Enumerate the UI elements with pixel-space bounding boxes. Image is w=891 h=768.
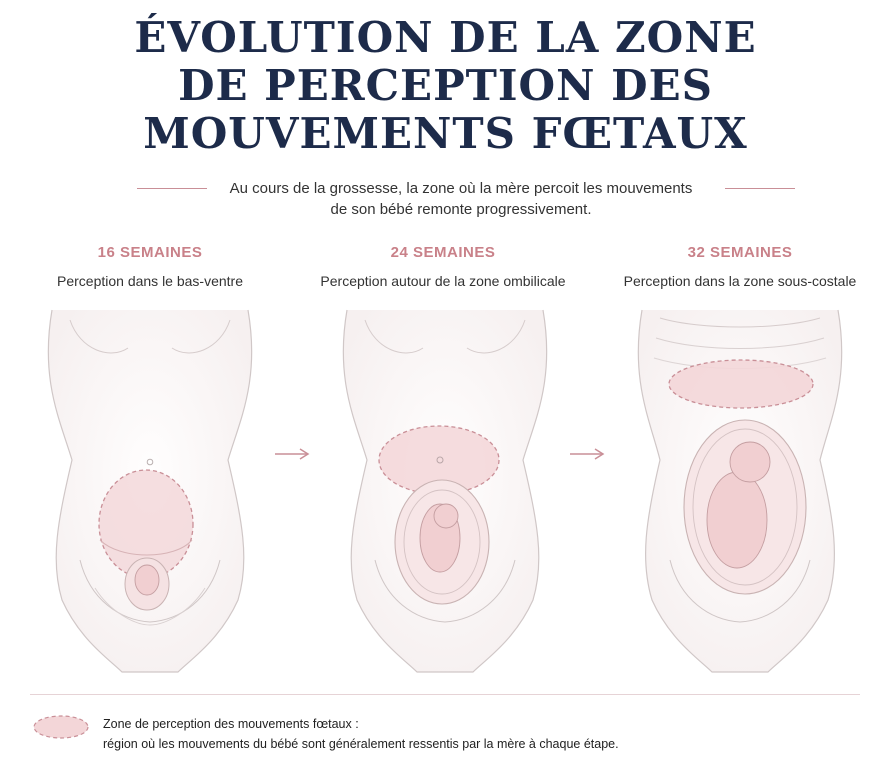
fetus-head xyxy=(434,504,458,528)
subtitle-rule-right xyxy=(725,188,795,189)
fetus xyxy=(707,472,767,568)
legend-divider xyxy=(30,694,860,695)
subtitle-line-1: Au cours de la grossesse, la zone où la mère percoit les mouvements xyxy=(229,180,693,197)
title-line-3: MOUVEMENTS FŒTAUX xyxy=(143,109,748,158)
fetus xyxy=(135,565,159,595)
legend xyxy=(103,714,619,754)
subtitle-rule-left xyxy=(137,188,207,189)
perception-zone xyxy=(669,360,813,408)
stage-24-subtitle: Perception autour de la zone ombilicale xyxy=(320,273,566,289)
fetus-head xyxy=(730,442,770,482)
subtitle xyxy=(205,178,717,220)
page-title xyxy=(0,14,891,158)
title-line-1: ÉVOLUTION DE LA ZONE xyxy=(134,13,757,62)
figures-illustration xyxy=(0,300,891,680)
legend-zone-swatch xyxy=(32,714,90,740)
legend-line-1: Zone de perception des mouvements fœtaux : xyxy=(103,717,359,731)
title-line-2: DE PERCEPTION DES xyxy=(178,61,713,110)
stage-32-subtitle: Perception dans la zone sous-costale xyxy=(623,273,857,289)
stage-16-title: 16 SEMAINES xyxy=(97,244,203,261)
stage-32-title: 32 SEMAINES xyxy=(687,244,793,261)
stage-16-header xyxy=(0,243,300,290)
stage-24-header xyxy=(293,243,593,290)
arrow-right-icon xyxy=(570,449,603,459)
legend-line-2: région où les mouvements du bébé sont généralement ressentis par la mère à chaque étape. xyxy=(103,737,619,751)
stage-32-header xyxy=(590,243,890,290)
stage-16-subtitle: Perception dans le bas-ventre xyxy=(57,273,243,289)
figure-32-weeks xyxy=(638,310,841,672)
figure-16-weeks xyxy=(48,310,251,672)
arrow-right-icon xyxy=(275,449,308,459)
stage-24-title: 24 SEMAINES xyxy=(390,244,496,261)
subtitle-line-2: de son bébé remonte progressivement. xyxy=(330,201,592,218)
figure-24-weeks xyxy=(343,310,546,672)
